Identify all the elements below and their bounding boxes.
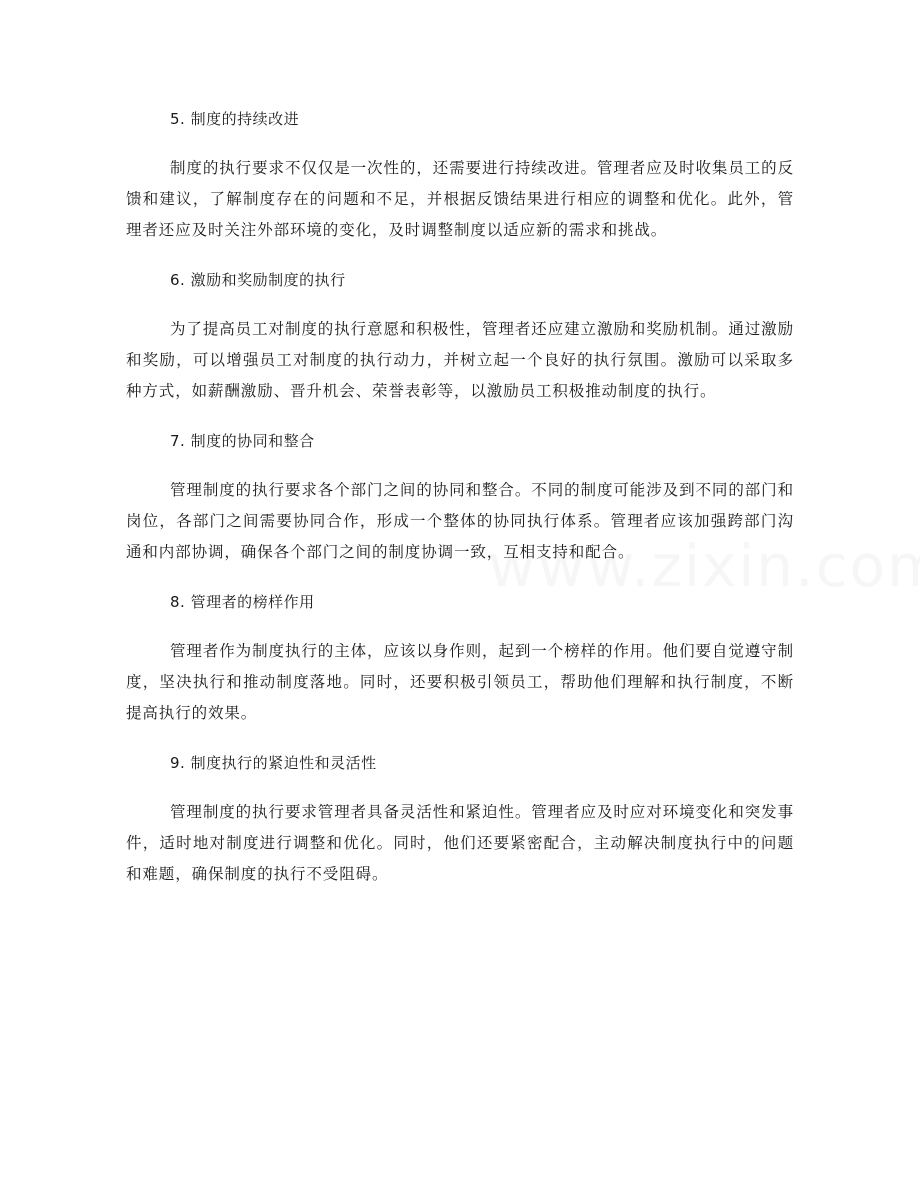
section-paragraph: 管理者作为制度执行的主体，应该以身作则，起到一个榜样的作用。他们要自觉遵守制度，坚决执行和推动制度落地。同时，还要积极引领员工，帮助他们理解和执行制度，不断提高执行的效果。: [126, 642, 794, 722]
document-body: [126, 104, 794, 909]
section-paragraph: 管理制度的执行要求各个部门之间的协同和整合。不同的制度可能涉及到不同的部门和岗位，各部门之间需要协同合作，形成一个整体的协同执行体系。管理者应该加强跨部门沟通和内部协调，确保各个部门之间的制度协调一致，互相支持和配合。: [126, 481, 794, 561]
section-heading: 7. 制度的协同和整合: [170, 432, 315, 450]
section-paragraph: 为了提高员工对制度的执行意愿和积极性，管理者还应建立激励和奖励机制。通过激励和奖励，可以增强员工对制度的执行动力，并树立起一个良好的执行氛围。激励可以采取多种方式，如薪酬激励、晋升机会、荣誉表彰等，以激励员工积极推动制度的执行。: [126, 320, 794, 400]
section-paragraph: 管理制度的执行要求管理者具备灵活性和紧迫性。管理者应及时应对环境变化和突发事件，适时地对制度进行调整和优化。同时，他们还要紧密配合，主动解决制度执行中的问题和难题，确保制度的执行不受阻碍。: [126, 803, 794, 883]
section-paragraph: 制度的执行要求不仅仅是一次性的，还需要进行持续改进。管理者应及时收集员工的反馈和建议，了解制度存在的问题和不足，并根据反馈结果进行相应的调整和优化。此外，管理者还应及时关注外部环境的变化，及时调整制度以适应新的需求和挑战。: [126, 159, 794, 239]
section-heading: 9. 制度执行的紧迫性和灵活性: [170, 754, 377, 772]
section-heading: 5. 制度的持续改进: [170, 110, 300, 128]
section-8: [126, 587, 794, 729]
section-9: [126, 748, 794, 890]
section-7: [126, 426, 794, 568]
section-heading: 6. 激励和奖励制度的执行: [170, 271, 346, 289]
section-heading: 8. 管理者的榜样作用: [170, 593, 315, 611]
section-5: [126, 104, 794, 246]
section-6: [126, 265, 794, 407]
